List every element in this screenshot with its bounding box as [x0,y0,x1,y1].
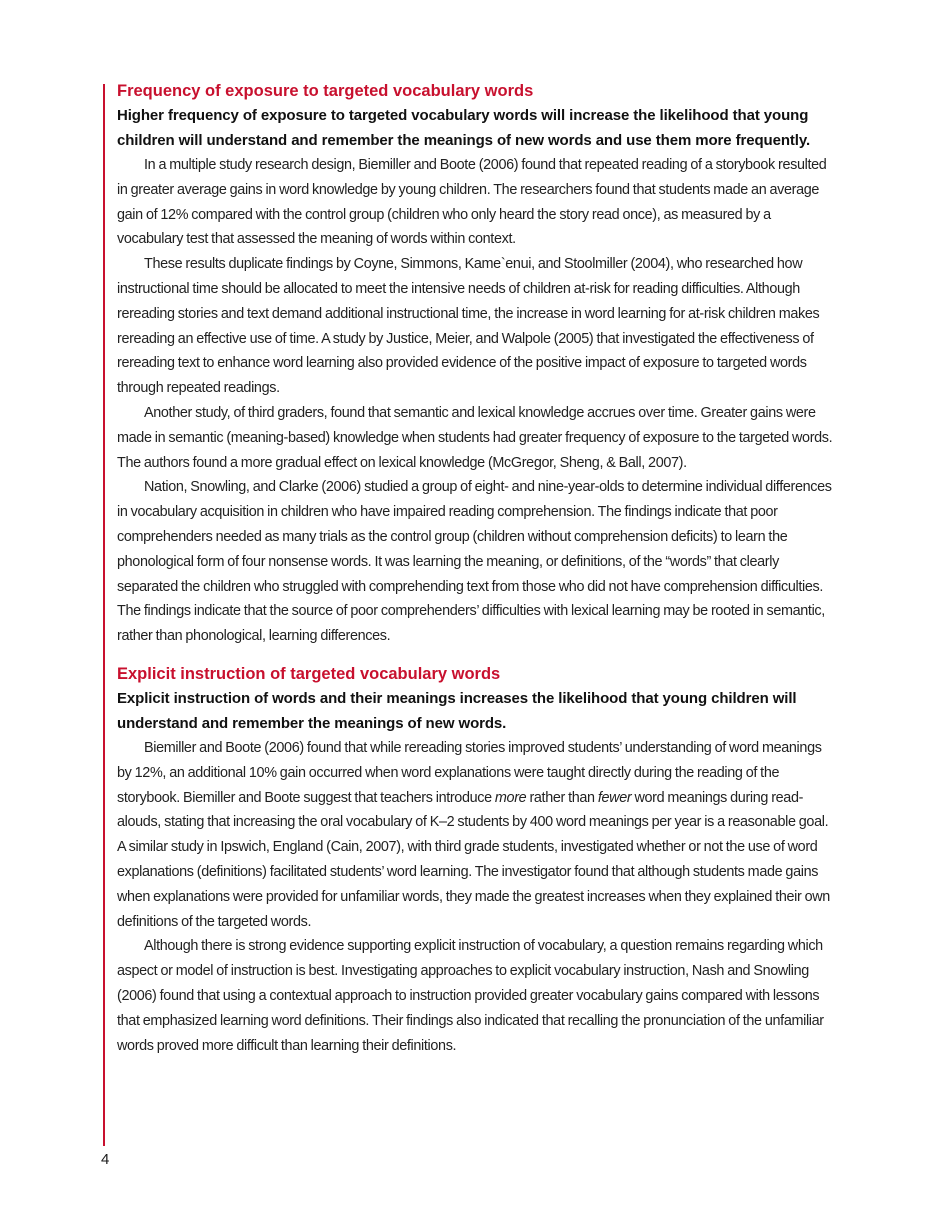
body-paragraph: Another study, of third graders, found that semantic and lexical knowledge accrues over time. Greater gains were made in semantic (meaning-based) knowledge when students had greater frequency of exposure to the targeted words. The authors found a more gradual effect on lexical knowledge (McGregor, Sheng, & Ball, 2007). [117,404,833,471]
margin-rule [103,84,105,1146]
section-heading: Frequency of exposure to targeted vocabulary words [117,82,534,100]
body-paragraph: These results duplicate findings by Coyne, Simmons, Kame`enui, and Stoolmiller (2004), who researched how instructional time should be allocated to meet the intensive needs of children at-risk for reading difficulties. Although rereading stories and text demand additional instructional time, the increase in word learning for at-risk children makes rereading an effective use of time. A study by Justice, Meier, and Walpole (2005) that investigated the effectiveness of rereading text to enhance word learning also provided evidence of the positive impact of exposure to targeted words through repeated readings. [117,256,820,397]
section-explicit-instruction [117,663,833,1058]
paragraph-text: Biemiller and Boote (2006) found that while rereading stories improved students’ understanding of word meanings by 12%, an additional 10% gain occurred when word explanations were taught directly during the reading of the storybook. Biemiller and Boote suggest that teachers introduce [117,739,822,806]
paragraph-text: word meanings during read-alouds, stating that increasing the oral vocabulary of K–2 students by 400 word meanings per year is a reasonable goal. A similar study in Ipswich, England (Cain, 2007), with third grade students, investigated whether or not the use of word explanations (definitions) facilitated students’ word learning. The investigator found that although students made gains when explanations were provided for unfamiliar words, they made the greatest increases when they explained their own definitions of the targeted words. [117,789,830,930]
emphasis-text: more [494,789,527,806]
section-lead: Explicit instruction of words and their meanings increases the likelihood that young children will understand and remember the meanings of new words. [117,689,797,732]
page-content [117,80,833,1058]
paragraph-text: rather than [526,789,598,806]
body-paragraph: Nation, Snowling, and Clarke (2006) studied a group of eight- and nine-year-olds to determine individual differences in vocabulary acquisition in children who have impaired reading comprehension. The findings indicate that poor comprehenders needed as many trials as the control group (children without comprehension deficits) to learn the phonological form of four nonsense words. It was learning the meaning, or definitions, of the “words” that clearly separated the children who struggled with comprehending text from those who did not have comprehension difficulties. The findings indicate that the source of poor comprehenders’ difficulties with lexical learning may be rooted in semantic, rather than phonological, learning differences. [117,479,832,645]
section-heading: Explicit instruction of targeted vocabulary words [117,664,501,683]
body-paragraph: Although there is strong evidence supporting explicit instruction of vocabulary, a question remains regarding which aspect or model of instruction is best. Investigating approaches to explicit vocabulary instruction, Nash and Snowling (2006) found that using a contextual approach to instruction provided greater vocabulary gains compared with lessons that emphasized learning word definitions. Their findings also indicated that recalling the pronunciation of the unfamiliar words proved more difficult than learning their definitions. [117,938,824,1054]
body-paragraph [117,736,833,934]
body-paragraph: In a multiple study research design, Biemiller and Boote (2006) found that repeated reading of a storybook resulted in greater average gains in word knowledge by young children. The researchers found that students made an average gain of 12% compared with the control group (children who only heard the story read once), as measured by a vocabulary test that assessed the meaning of words within context. [117,157,827,248]
page-number: 4 [101,1151,110,1168]
section-frequency-of-exposure [117,80,833,649]
section-lead: Higher frequency of exposure to targeted vocabulary words will increase the likelihood that young children will understand and remember the meanings of new words and use them more frequently. [117,107,811,149]
emphasis-text: fewer [597,789,632,806]
